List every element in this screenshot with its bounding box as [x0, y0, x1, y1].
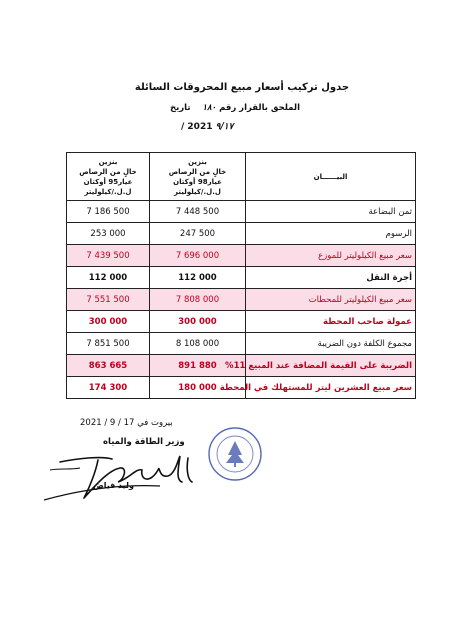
row-label: مجموع الكلفة دون الضريبة [246, 333, 416, 355]
value-98-octane: 7 448 500 [150, 201, 246, 223]
row-label: ثمن البضاعة [246, 201, 416, 223]
table-row [67, 223, 416, 245]
page-title: جدول تركيب أسعار مبيع المحروقات السائلة [134, 82, 350, 93]
row-label: الضريبة على القيمة المضافة عند المبيع 11% [246, 355, 416, 377]
header-95-line: ل.ل./كيلوليتر [84, 187, 132, 196]
value-98-octane: 7 808 000 [150, 289, 246, 311]
row-label: الرسوم [246, 223, 416, 245]
annex-number: ١٨٠ [202, 103, 217, 113]
date-line [181, 122, 233, 132]
table-row [67, 201, 416, 223]
row-label: سعر مبيع الكيلوليتر للموزع [246, 245, 416, 267]
value-98-octane: 8 108 000 [150, 333, 246, 355]
table-row [67, 333, 416, 355]
header-98-line: عيار98 أوكتان [173, 177, 222, 186]
value-98-octane: 7 696 000 [150, 245, 246, 267]
value-98-octane: 247 500 [150, 223, 246, 245]
value-98-octane: 180 000 [150, 377, 246, 399]
header-98-octane [150, 153, 246, 201]
value-98-octane: 112 000 [150, 267, 246, 289]
value-95-octane: 863 665 [67, 355, 150, 377]
place-date: بيروت في 17 / 9 / 2021 [80, 418, 173, 428]
value-95-octane: 7 851 500 [67, 333, 150, 355]
date-value: ٩/١٧ [215, 122, 234, 132]
row-label: سعر مبيع الكيلوليتر للمحطات [246, 289, 416, 311]
value-95-octane: 300 000 [67, 311, 150, 333]
header-95-line: عيار95 أوكتان [83, 177, 133, 186]
signature-image [40, 440, 215, 510]
value-95-octane: 7 551 500 [67, 289, 150, 311]
header-98-line: خالٍ من الرصاص [168, 167, 227, 176]
minister-name: وليد فياض [93, 481, 134, 490]
row-label: عمولة صاحب المحطة [246, 311, 416, 333]
value-95-octane: 7 439 500 [67, 245, 150, 267]
header-98-line: بنزين [188, 157, 207, 166]
row-label: سعر مبيع العشرين ليتر للمستهلك في المحطة [246, 377, 416, 399]
header-95-line: بنزين [98, 157, 118, 166]
table-row [67, 311, 416, 333]
table-row [67, 355, 416, 377]
value-98-octane: 300 000 [150, 311, 246, 333]
value-95-octane: 174 300 [67, 377, 150, 399]
value-98-octane: 891 880 [150, 355, 246, 377]
table-row [67, 267, 416, 289]
table-row [67, 245, 416, 267]
annex-label: الملحق بالقرار رقم [219, 103, 300, 113]
year: / 2021 [181, 122, 213, 132]
value-95-octane: 253 000 [67, 223, 150, 245]
annex-line [170, 103, 300, 113]
value-95-octane: 7 186 500 [67, 201, 150, 223]
header-95-octane [67, 153, 150, 201]
header-label: البيــــــان [246, 153, 416, 201]
table-row [67, 377, 416, 399]
date-label: تاريخ [169, 103, 191, 113]
table-row [67, 289, 416, 311]
header-95-line: خالٍ من الرصاص [79, 167, 137, 176]
header-row [67, 153, 416, 201]
price-table [66, 152, 416, 399]
ministry-seal-image [206, 425, 264, 483]
minister-title: وزير الطاقة والمياه [103, 437, 185, 447]
header-98-line: ل.ل./كيلوليتر [174, 187, 221, 196]
row-label: أجرة النقل [246, 267, 416, 289]
value-95-octane: 112 000 [67, 267, 150, 289]
